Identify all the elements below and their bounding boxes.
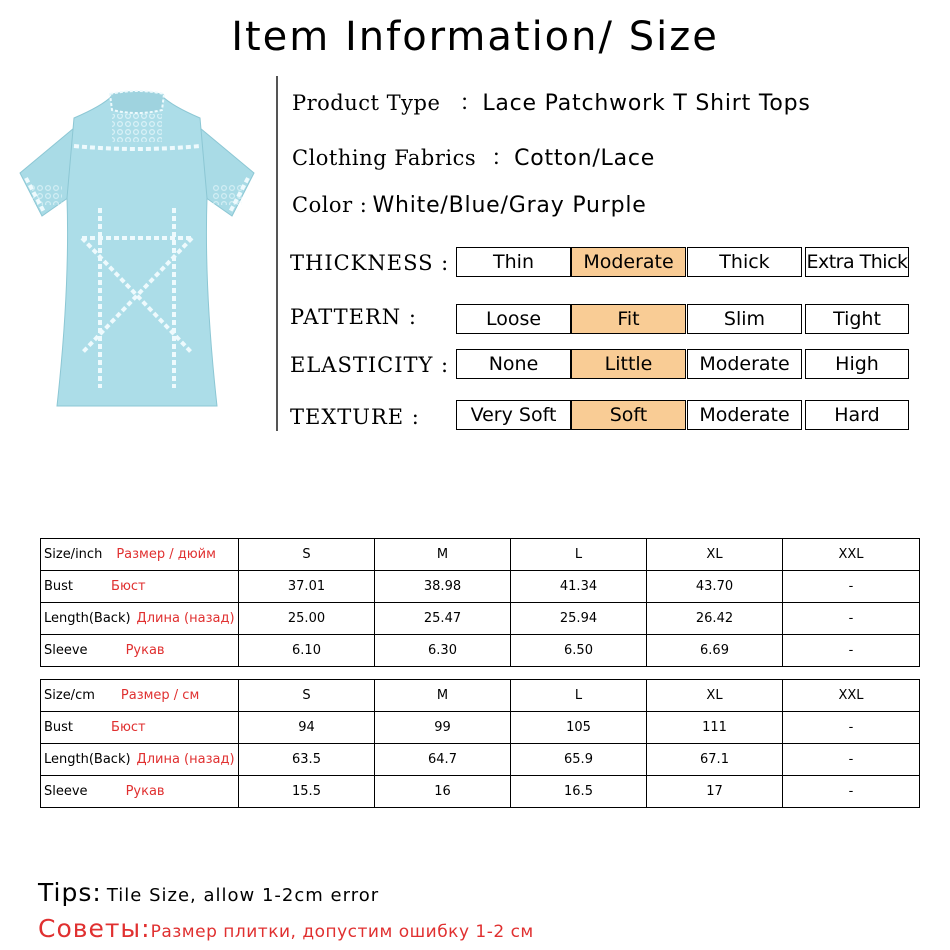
- table-cell: -: [783, 571, 920, 603]
- elasticity-option-none: None: [456, 349, 571, 379]
- elasticity-option-moderate: Moderate: [687, 349, 802, 379]
- table-cell: 99: [375, 712, 511, 744]
- size-column-header: XXL: [783, 539, 920, 571]
- table-cell: 43.70: [647, 571, 783, 603]
- tips-text-ru: Размер плитки, допустим ошибку 1-2 см: [150, 922, 534, 942]
- table-cell: 6.50: [511, 635, 647, 667]
- product-type-row: [292, 86, 811, 117]
- row-label: Bust: [44, 720, 74, 735]
- texture-option-soft: Soft: [571, 400, 686, 430]
- pattern-option-fit: Fit: [571, 304, 686, 334]
- product-type-separator: ：: [459, 91, 483, 116]
- row-label-cell: [41, 712, 239, 744]
- row-label-cell: [41, 603, 239, 635]
- size-header-label: Size/cm: [44, 688, 95, 703]
- size-header-label-ru: Размер / дюйм: [116, 547, 216, 562]
- row-label-cell: [41, 776, 239, 808]
- size-table-inch: [40, 538, 920, 667]
- table-cell: 17: [647, 776, 783, 808]
- pattern-option-tight: Tight: [805, 304, 909, 334]
- size-column-header: L: [511, 539, 647, 571]
- table-row: [41, 635, 920, 667]
- row-label-cell: [41, 571, 239, 603]
- size-header-cell: [41, 680, 239, 712]
- row-label-ru: Длина (назад): [136, 752, 235, 767]
- table-cell: 94: [239, 712, 375, 744]
- divider-line: [276, 76, 278, 431]
- table-cell: 6.30: [375, 635, 511, 667]
- table-row: [41, 571, 920, 603]
- elasticity-option-little: Little: [571, 349, 686, 379]
- pattern-option-slim: Slim: [687, 304, 802, 334]
- table-cell: 16.5: [511, 776, 647, 808]
- row-label: Length(Back): [44, 611, 131, 626]
- size-column-header: M: [375, 680, 511, 712]
- table-header-row: [41, 539, 920, 571]
- table-cell: 41.34: [511, 571, 647, 603]
- size-column-header: XL: [647, 539, 783, 571]
- tips-heading-ru: Советы:: [38, 914, 151, 943]
- tips-heading: Tips:: [38, 878, 102, 907]
- lace-tshirt-image: [12, 88, 262, 418]
- table-cell: 15.5: [239, 776, 375, 808]
- row-label: Sleeve: [44, 784, 88, 799]
- pattern-label: PATTERN :: [290, 305, 417, 329]
- table-cell: 65.9: [511, 744, 647, 776]
- row-label-ru: Бюст: [111, 720, 146, 735]
- size-column-header: XL: [647, 680, 783, 712]
- color-row: [292, 193, 647, 218]
- row-label-cell: [41, 635, 239, 667]
- thickness-option-extra-thick: Extra Thick: [805, 247, 909, 277]
- table-row: [41, 712, 920, 744]
- elasticity-label: ELASTICITY :: [290, 353, 450, 377]
- size-column-header: S: [239, 539, 375, 571]
- table-row: [41, 776, 920, 808]
- thickness-label: THICKNESS :: [290, 251, 450, 275]
- fabrics-label: Clothing Fabrics: [292, 146, 477, 170]
- table-cell: -: [783, 635, 920, 667]
- table-row: [41, 603, 920, 635]
- row-label: Length(Back): [44, 752, 131, 767]
- fabrics-value: Cotton/Lace: [514, 146, 656, 171]
- table-cell: 67.1: [647, 744, 783, 776]
- table-cell: 25.47: [375, 603, 511, 635]
- product-type-label: Product Type: [292, 91, 441, 115]
- table-cell: 64.7: [375, 744, 511, 776]
- size-column-header: M: [375, 539, 511, 571]
- table-cell: 105: [511, 712, 647, 744]
- texture-option-very-soft: Very Soft: [456, 400, 571, 430]
- table-cell: 6.69: [647, 635, 783, 667]
- table-header-row: [41, 680, 920, 712]
- fabrics-row: [292, 141, 655, 172]
- tips-ru: [38, 914, 534, 943]
- product-type-value: Lace Patchwork T Shirt Tops: [482, 91, 811, 116]
- table-cell: 111: [647, 712, 783, 744]
- row-label-ru: Рукав: [125, 643, 165, 658]
- table-cell: 26.42: [647, 603, 783, 635]
- size-column-header: L: [511, 680, 647, 712]
- size-column-header: S: [239, 680, 375, 712]
- table-cell: -: [783, 776, 920, 808]
- thickness-option-thin: Thin: [456, 247, 571, 277]
- row-label-cell: [41, 744, 239, 776]
- row-label-ru: Рукав: [125, 784, 165, 799]
- texture-option-hard: Hard: [805, 400, 909, 430]
- table-cell: 6.10: [239, 635, 375, 667]
- elasticity-option-high: High: [805, 349, 909, 379]
- row-label-ru: Бюст: [111, 579, 146, 594]
- row-label: Bust: [44, 579, 74, 594]
- table-row: [41, 744, 920, 776]
- size-table-cm: [40, 679, 920, 808]
- thickness-option-thick: Thick: [687, 247, 802, 277]
- table-cell: 16: [375, 776, 511, 808]
- thickness-option-moderate: Moderate: [571, 247, 686, 277]
- table-cell: 63.5: [239, 744, 375, 776]
- fabrics-separator: ：: [491, 146, 515, 171]
- size-column-header: XXL: [783, 680, 920, 712]
- color-label: Color :: [292, 193, 368, 217]
- texture-label: TEXTURE :: [290, 405, 420, 429]
- pattern-option-loose: Loose: [456, 304, 571, 334]
- size-header-label-ru: Размер / см: [120, 688, 200, 703]
- texture-option-moderate: Moderate: [687, 400, 802, 430]
- size-header-cell: [41, 539, 239, 571]
- table-cell: 25.94: [511, 603, 647, 635]
- table-cell: -: [783, 712, 920, 744]
- table-cell: 25.00: [239, 603, 375, 635]
- color-value: White/Blue/Gray Purple: [372, 193, 647, 218]
- table-cell: -: [783, 744, 920, 776]
- page-title: Item Information/ Size: [231, 14, 719, 60]
- row-label-ru: Длина (назад): [136, 611, 235, 626]
- table-cell: -: [783, 603, 920, 635]
- tips-en: [38, 878, 379, 907]
- tips-text: Tile Size, allow 1-2cm error: [106, 885, 380, 906]
- table-cell: 37.01: [239, 571, 375, 603]
- row-label: Sleeve: [44, 643, 88, 658]
- size-header-label: Size/inch: [44, 547, 103, 562]
- table-cell: 38.98: [375, 571, 511, 603]
